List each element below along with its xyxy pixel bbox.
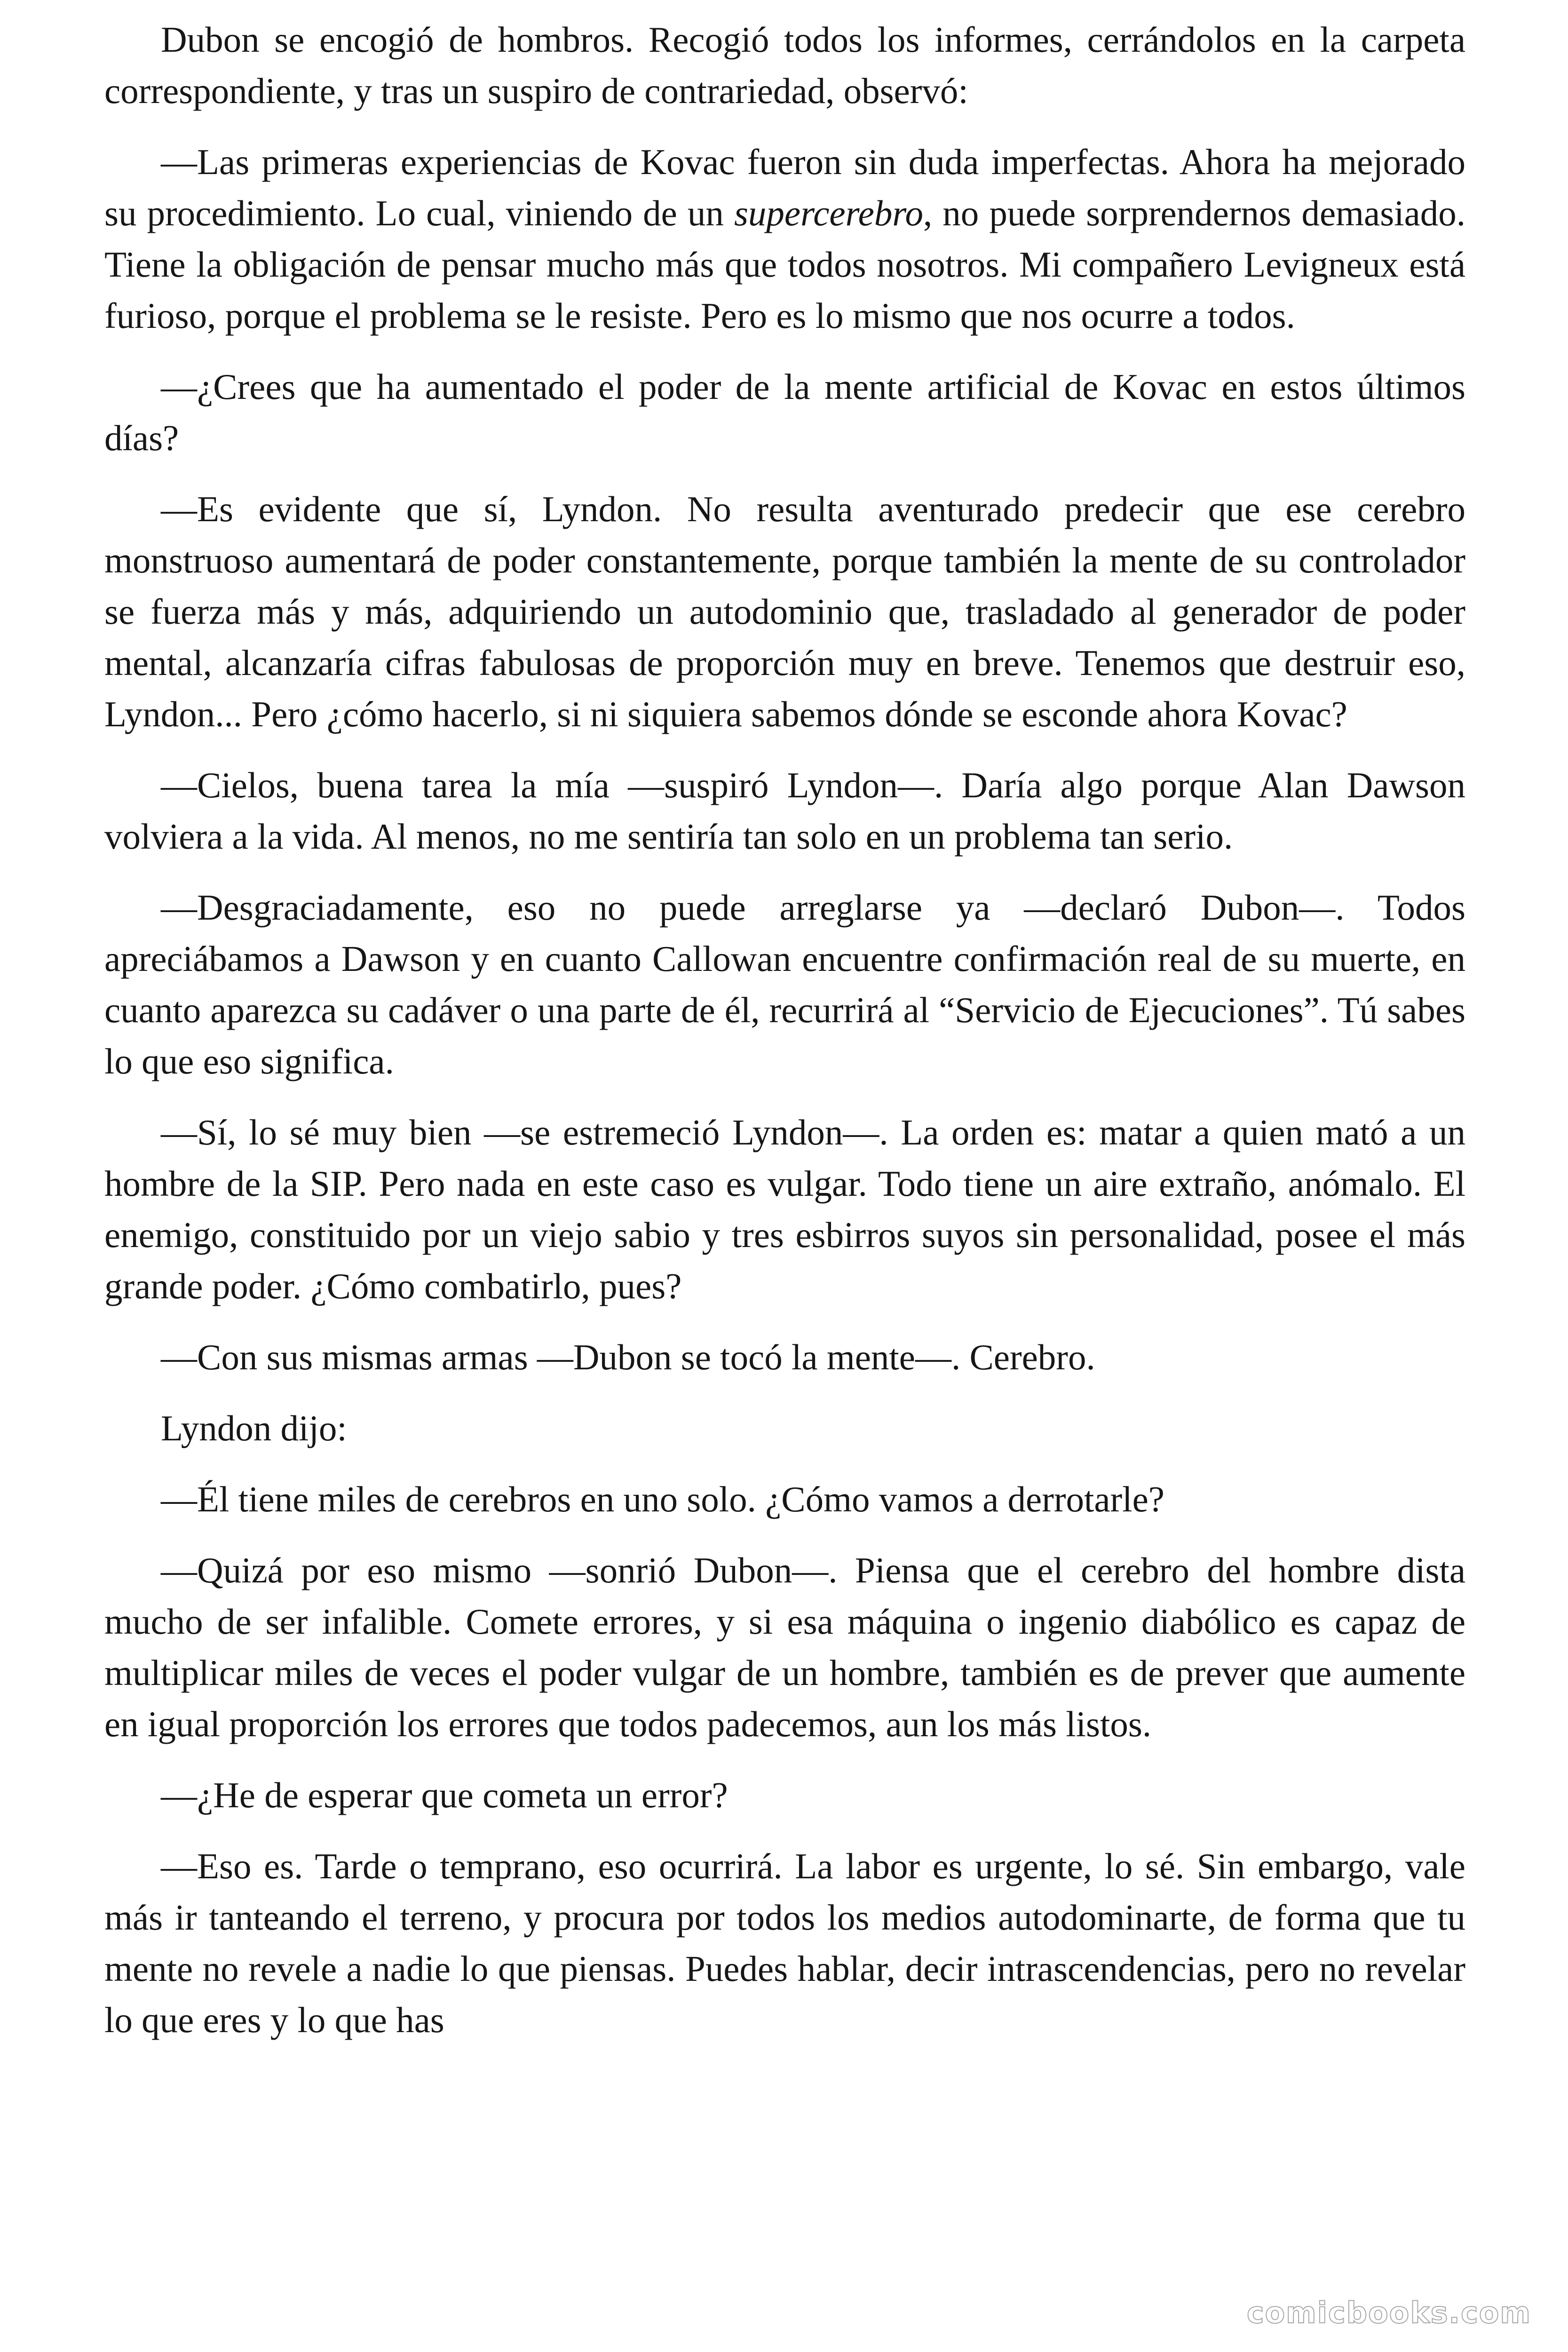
paragraph: —Con sus mismas armas —Dubon se tocó la mente—. Cerebro.: [161, 1337, 1095, 1377]
paragraph: —Él tiene miles de cerebros en uno solo. ¿Cómo vamos a derrotarle?: [161, 1479, 1164, 1519]
paragraph-text: —Las primeras experiencias de Kovac fueron sin duda imperfectas. Ahora ha mejorado su procedimiento. Lo cual, viniendo de un: [104, 142, 1465, 233]
watermark: comicbooks.com: [1246, 2296, 1531, 2330]
paragraph: —Cielos, buena tarea la mía —suspiró Lyndon—. Daría algo porque Alan Dawson volviera a la vida. Al menos, no me sentiría tan solo en un problema tan serio.: [104, 765, 1465, 857]
paragraph: —¿Crees que ha aumentado el poder de la mente artificial de Kovac en estos últimos días?: [104, 366, 1465, 458]
paragraph: [104, 136, 1465, 342]
paragraph: —Eso es. Tarde o temprano, eso ocurrirá. La labor es urgente, lo sé. Sin embargo, vale más ir tanteando el terreno, y procura por todos los medios autodominarte, de forma que tu mente no revele a nadie lo que piensas. Puedes hablar, decir intrascendencias, pero no revelar lo que eres y lo que has: [104, 1846, 1465, 2040]
paragraph: —Es evidente que sí, Lyndon. No resulta aventurado predecir que ese cerebro monstruoso aumentará de poder constantemente, porque también la mente de su controlador se fuerza más y más, adquiriendo un autodominio que, trasladado al generador de poder mental, alcanzaría cifras fabulosas de proporción muy en breve. Tenemos que destruir eso, Lyndon... Pero ¿cómo hacerlo, si ni siquiera sabemos dónde se esconde ahora Kovac?: [104, 489, 1465, 734]
paragraph: —Desgraciadamente, eso no puede arreglarse ya —declaró Dubon—. Todos apreciábamos a Dawson y en cuanto Callowan encuentre confirmación real de su muerte, en cuanto aparezca su cadáver o una parte de él, recurrirá al “Servicio de Ejecuciones”. Tú sabes lo que eso significa.: [104, 887, 1465, 1081]
emphasized-word: supercerebro: [734, 193, 923, 233]
paragraph-text: , no puede sorprendernos demasiado. Tiene la obligación de pensar mucho más que todos nosotros. Mi compañero Levigneux está furioso, porque el problema se le resiste. Pero es lo mismo que nos ocurre a todos.: [104, 193, 1465, 336]
paragraph: Dubon se encogió de hombros. Recogió todos los informes, cerrándolos en la carpeta correspondiente, y tras un suspiro de contrariedad, observó:: [104, 19, 1465, 111]
paragraph: Lyndon dijo:: [161, 1408, 347, 1448]
paragraph: —Quizá por eso mismo —sonrió Dubon—. Piensa que el cerebro del hombre dista mucho de ser infalible. Comete errores, y si esa máquina o ingenio diabólico es capaz de multiplicar miles de veces el poder vulgar de un hombre, también es de prever que aumente en igual proporción los errores que todos padecemos, aun los más listos.: [104, 1550, 1465, 1744]
document-page: [104, 14, 1465, 2046]
paragraph: —Sí, lo sé muy bien —se estremeció Lyndon—. La orden es: matar a quien mató a un hombre de la SIP. Pero nada en este caso es vulgar. Todo tiene un aire extraño, anómalo. El enemigo, constituido por un viejo sabio y tres esbirros suyos sin personalidad, posee el más grande poder. ¿Cómo combatirlo, pues?: [104, 1112, 1465, 1306]
paragraph: —¿He de esperar que cometa un error?: [161, 1775, 728, 1815]
